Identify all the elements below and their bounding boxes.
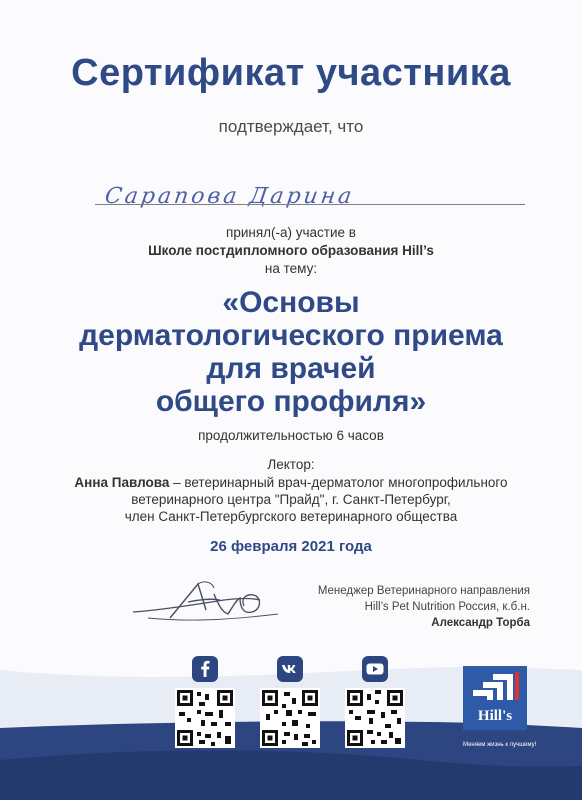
- qr-code-facebook[interactable]: [175, 688, 235, 748]
- topic-label: на тему:: [264, 261, 318, 276]
- brand-tagline: Меняем жизнь к лучшему!: [463, 742, 537, 748]
- qr-pattern: [345, 688, 405, 748]
- lecturer-desc-2: ветеринарного центра "Прайд", г. Санкт-Петербург,: [131, 492, 451, 507]
- accepted-text: принял(-а) участие в: [226, 225, 356, 240]
- course-title-line: дерматологического приема: [79, 319, 503, 352]
- facebook-icon[interactable]: [192, 656, 218, 682]
- lecturer-desc-1: – ветеринарный врач-дерматолог многопрофильного: [169, 475, 508, 490]
- lecturer-info: [0, 474, 582, 525]
- event-date: 26 февраля 2021 года: [210, 538, 372, 555]
- lecturer-line-1: [0, 474, 582, 491]
- lecturer-desc-3: член Санкт-Петербургского ветеринарного общества: [124, 509, 458, 524]
- youtube-icon[interactable]: [362, 656, 388, 682]
- hills-logo: [463, 666, 527, 730]
- signatory-position-2: Hill’s Pet Nutrition Россия, к.б.н.: [364, 601, 530, 613]
- duration-text: продолжительностью 6 часов: [198, 428, 384, 443]
- qr-code-vk[interactable]: [260, 688, 320, 748]
- lecturer-label: Лектор:: [267, 457, 315, 472]
- course-title-line: «Основы: [222, 286, 360, 319]
- course-title: [0, 286, 582, 418]
- hills-logo-text: Hill's: [477, 708, 513, 724]
- course-title-line: для врачей: [206, 352, 376, 385]
- lecturer-name: Анна Павлова: [74, 475, 170, 490]
- certificate-title: Сертификат участника: [71, 52, 511, 94]
- school-name: Школе постдипломного образования Hill’s: [148, 243, 434, 258]
- signatory-block: [318, 583, 530, 631]
- qr-code-youtube[interactable]: [345, 688, 405, 748]
- qr-pattern: [260, 688, 320, 748]
- signatory-position-1: Менеджер Ветеринарного направления: [317, 585, 530, 597]
- course-title-line: общего профиля»: [155, 385, 427, 418]
- confirms-text: подтверждает, что: [218, 117, 364, 136]
- hills-logo-mark: [463, 666, 527, 706]
- signature: [128, 570, 288, 630]
- vk-icon[interactable]: [277, 656, 303, 682]
- participant-name: Сарапова Дарина: [103, 184, 357, 209]
- qr-pattern: [175, 688, 235, 748]
- signatory-name: Александр Торба: [431, 617, 530, 629]
- name-underline: [95, 204, 525, 205]
